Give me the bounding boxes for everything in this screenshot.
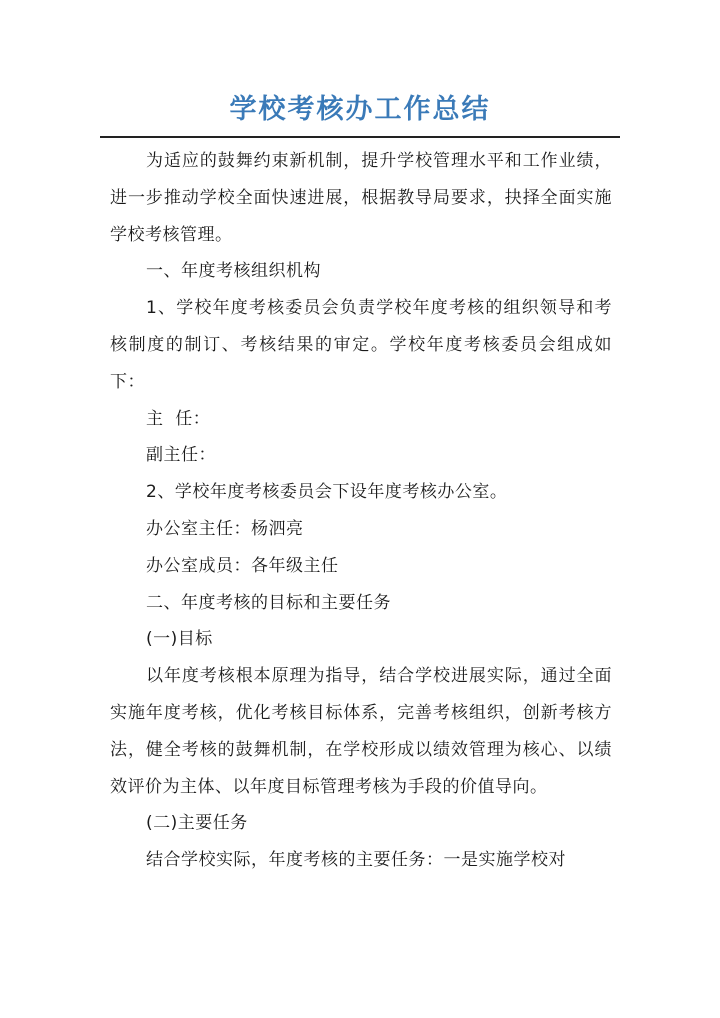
document-body <box>110 143 612 879</box>
paragraph-intro: 为适应的鼓舞约束新机制，提升学校管理水平和工作业绩，进一步推动学校全面快速进展，根据教导局要求，抉择全面实施学校考核管理。 <box>110 151 612 245</box>
subheading-main-tasks: (二)主要任务 <box>146 813 248 834</box>
line-office-members: 办公室成员：各年级主任 <box>146 555 339 576</box>
heading-section-2: 二、年度考核的目标和主要任务 <box>146 592 391 613</box>
heading-section-1: 一、年度考核组织机构 <box>146 261 321 282</box>
line-deputy-director: 副主任： <box>146 445 216 466</box>
title-underline <box>100 136 620 138</box>
paragraph-main-tasks: 结合学校实际，年度考核的主要任务：一是实施学校对 <box>146 850 566 871</box>
document-title: 学校考核办工作总结 <box>229 94 491 125</box>
subheading-goal: (一)目标 <box>146 629 213 650</box>
line-office-director: 办公室主任：杨泗亮 <box>146 518 304 539</box>
paragraph-office: 2、学校年度考核委员会下设年度考核办公室。 <box>146 482 508 503</box>
paragraph-goal: 以年度考核根本原理为指导，结合学校进展实际，通过全面实施年度考核，优化考核目标体系，完善考核组织，创新考核方法，健全考核的鼓舞机制，在学校形成以绩效管理为核心、以绩效评价为主体、以年度目标管理考核为手段的价值导向。 <box>110 666 612 797</box>
line-director: 主 任： <box>146 408 211 429</box>
paragraph-committee: 1、学校年度考核委员会负责学校年度考核的组织领导和考核制度的制订、考核结果的审定。学校年度考核委员会组成如下： <box>110 298 612 392</box>
